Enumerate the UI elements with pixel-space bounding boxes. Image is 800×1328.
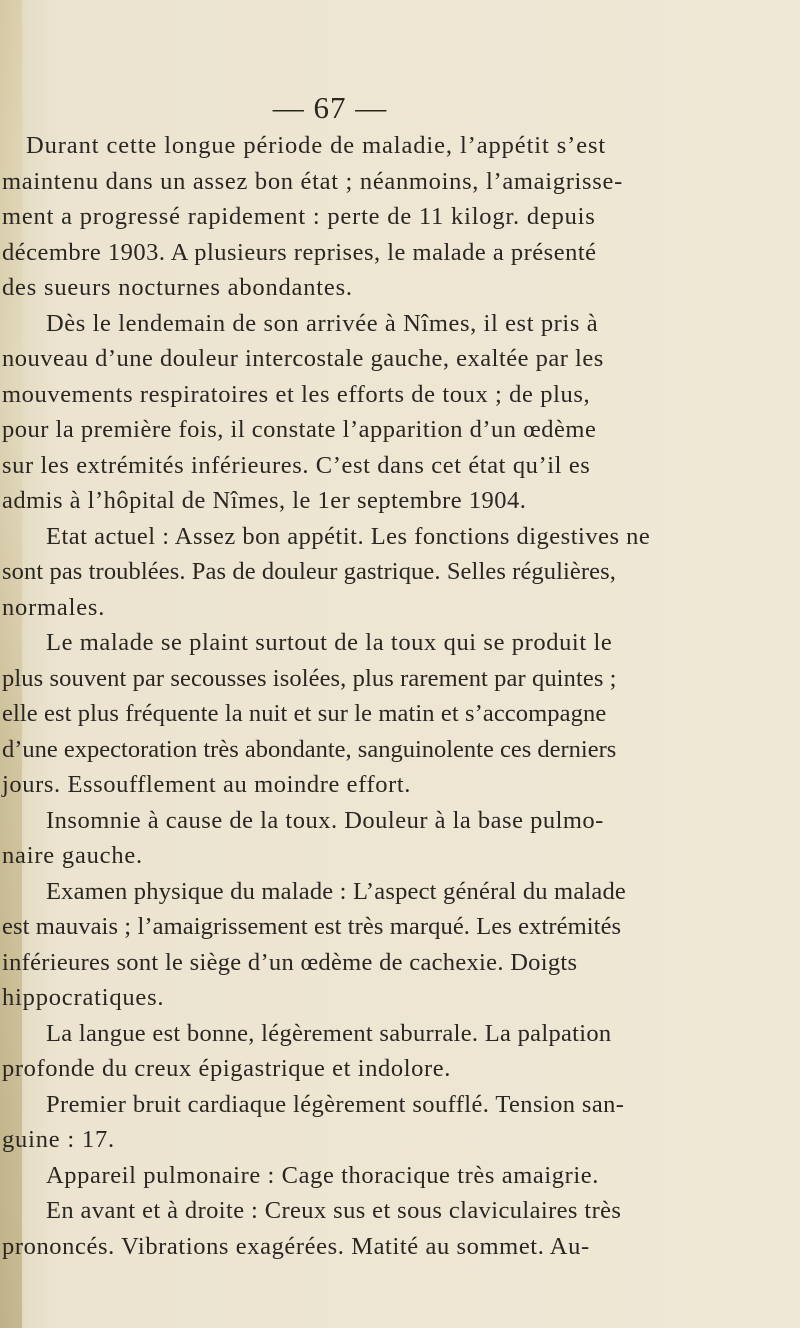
- text-line: Dès le lendemain de son arrivée à Nîmes, il est pris à: [46, 309, 599, 337]
- text-line: naire gauche.: [2, 842, 143, 869]
- text-line: Le malade se plaint surtout de la toux qui se produit le: [46, 629, 613, 656]
- text-line: La langue est bonne, légèrement saburrale. La palpation: [46, 1019, 612, 1047]
- text-line: Appareil pulmonaire : Cage thoracique très amaigrie.: [46, 1161, 599, 1189]
- text-line: sur les extrémités inférieures. C’est dans cet état qu’il es: [2, 451, 591, 479]
- text-line: des sueurs nocturnes abondantes.: [2, 274, 353, 301]
- text-line: d’une expectoration très abondante, sanguinolente ces derniers: [2, 735, 617, 763]
- text-line: Etat actuel : Assez bon appétit. Les fonctions digestives ne: [46, 522, 651, 550]
- text-line: prononcés. Vibrations exagérées. Matité au sommet. Au-: [2, 1232, 590, 1260]
- text-line: est mauvais ; l’amaigrissement est très marqué. Les extrémités: [2, 913, 622, 940]
- body-text: [2, 128, 800, 1264]
- text-line: normales.: [2, 593, 106, 621]
- page-number: — 67 —: [272, 90, 388, 125]
- text-line: hippocratiques.: [2, 984, 165, 1011]
- text-line: décembre 1903. A plusieurs reprises, le malade a présenté: [2, 238, 597, 266]
- text-line: En avant et à droite : Creux sus et sous claviculaires très: [46, 1197, 622, 1224]
- text-line: jours. Essoufflement au moindre effort.: [2, 771, 411, 798]
- text-line: elle est plus fréquente la nuit et sur le matin et s’accompagne: [2, 700, 607, 727]
- text-line: Insomnie à cause de la toux. Douleur à la base pulmo-: [46, 806, 604, 834]
- text-line: sont pas troublées. Pas de douleur gastrique. Selles régulières,: [2, 558, 616, 585]
- text-line: nouveau d’une douleur intercostale gauche, exaltée par les: [2, 345, 604, 372]
- text-line: ment a progressé rapidement : perte de 11 kilogr. depuis: [2, 203, 596, 230]
- text-line: maintenu dans un assez bon état ; néanmoins, l’amaigrisse-: [2, 167, 623, 195]
- text-line: Premier bruit cardiaque légèrement soufflé. Tension san-: [46, 1090, 625, 1118]
- text-line: profonde du creux épigastrique et indolore.: [2, 1055, 451, 1082]
- text-line: Durant cette longue période de maladie, l’appétit s’est: [26, 132, 607, 159]
- text-line: plus souvent par secousses isolées, plus rarement par quintes ;: [2, 664, 617, 692]
- text-line: pour la première fois, il constate l’apparition d’un œdème: [2, 416, 597, 443]
- text-line: Examen physique du malade : L’aspect général du malade: [46, 877, 626, 905]
- text-line: admis à l’hôpital de Nîmes, le 1er septembre 1904.: [2, 487, 527, 514]
- text-line: inférieures sont le siège d’un œdème de cachexie. Doigts: [2, 948, 578, 976]
- text-line: guine : 17.: [2, 1126, 115, 1153]
- text-line: mouvements respiratoires et les efforts de toux ; de plus,: [2, 380, 591, 408]
